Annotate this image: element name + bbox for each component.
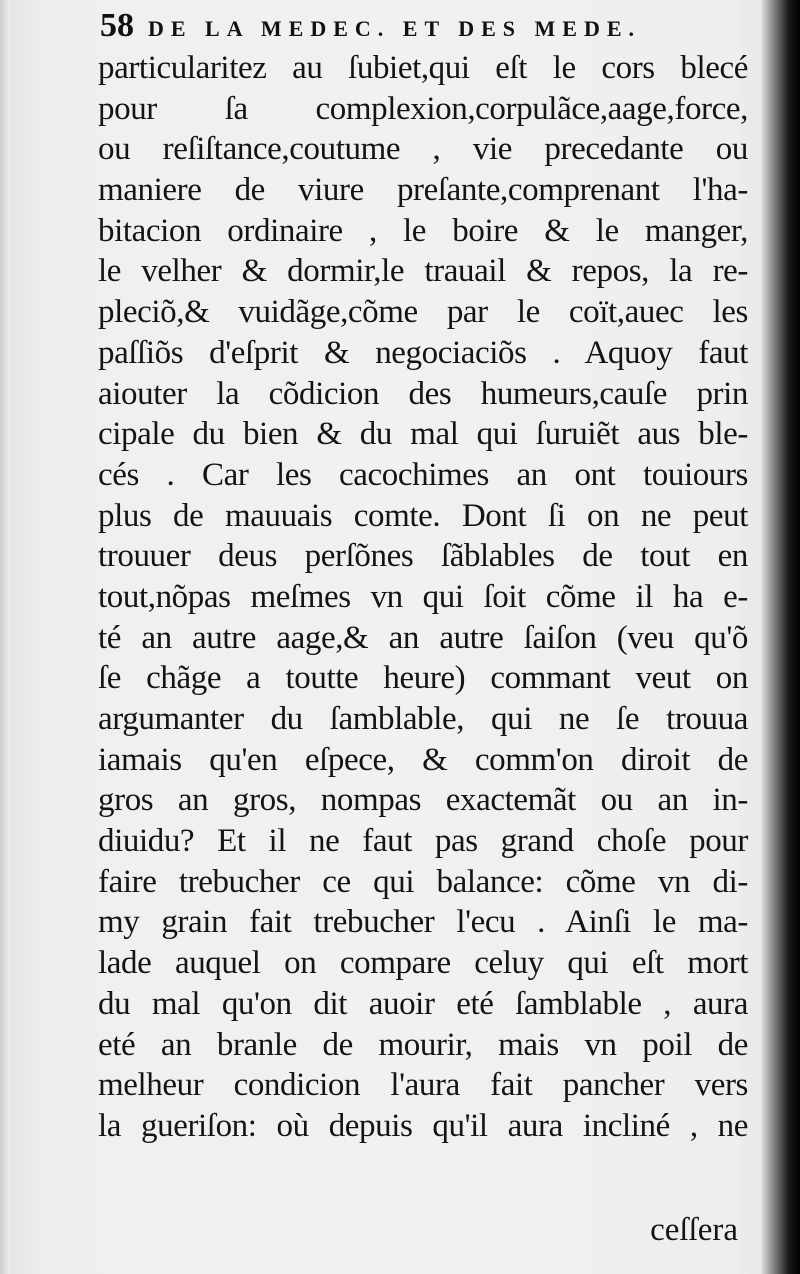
text-line: bitacion ordinaire , le boire & le manger, [98, 212, 748, 249]
right-page-edge [762, 0, 800, 1274]
text-line: gros an gros, nompas exactemãt ou an in- [98, 782, 748, 819]
text-line: cipale du bien & du mal qui ſuruiẽt aus ble- [98, 416, 748, 453]
text-line: ou reſiſtance,coutume , vie precedante ou [98, 131, 748, 168]
text-line: argumanter du ſamblable, qui ne ſe trouua [98, 701, 748, 737]
text-line: pour ſa complexion,corpulãce,aage,force, [98, 90, 748, 127]
text-line: la gueriſon: où depuis qu'il aura incliné , ne [98, 1107, 748, 1144]
text-line: my grain fait trebucher l'ecu . Ainſi le ma- [98, 904, 748, 941]
text-line: aiouter la cõdicion des humeurs,cauſe prin [98, 375, 748, 412]
text-line: trouuer deus perſõnes ſãblables de tout en [98, 538, 748, 575]
text-line: particularitez au ſubiet,qui eſt le cors blecé [98, 50, 748, 86]
text-line: maniere de viure preſante,comprenant l'ha- [98, 172, 748, 209]
text-line: du mal qu'on dit auoir eté ſamblable , aura [98, 985, 748, 1022]
page-number: 58 [100, 7, 134, 44]
running-head [100, 6, 720, 46]
text-line: tout,nõpas meſmes vn qui ſoit cõme il ha e- [98, 578, 748, 615]
text-line: cés . Car les cacochimes an ont touiours [98, 456, 748, 493]
text-line: lade auquel on compare celuy qui eſt mort [98, 945, 748, 982]
text-line: paſſiõs d'eſprit & negociaciõs . Aquoy faut [98, 334, 748, 371]
text-line: té an autre aage,& an autre ſaiſon (veu qu'õ [98, 619, 748, 656]
text-line: le velher & dormir,le trauail & repos, la re- [98, 253, 748, 290]
left-page-edge [0, 0, 10, 1274]
text-line: melheur condicion l'aura fait pancher vers [98, 1067, 748, 1104]
body-text [98, 48, 748, 1147]
catchword: ceſſera [650, 1212, 738, 1248]
text-line: plus de mauuais comte. Dont ſi on ne peut [98, 497, 748, 534]
text-line: diuidu? Et il ne faut pas grand choſe pour [98, 823, 748, 860]
running-head-title: DE LA MEDEC. ET DES MEDE. [148, 16, 642, 41]
text-line: faire trebucher ce qui balance: cõme vn di- [98, 863, 748, 900]
text-line: iamais qu'en eſpece, & comm'on diroit de [98, 741, 748, 778]
text-line: eté an branle de mourir, mais vn poil de [98, 1026, 748, 1063]
text-line: ſe chãge a toutte heure) commant veut on [98, 660, 748, 697]
text-line: pleciõ,& vuidãge,cõme par le coït,auec les [98, 294, 748, 331]
